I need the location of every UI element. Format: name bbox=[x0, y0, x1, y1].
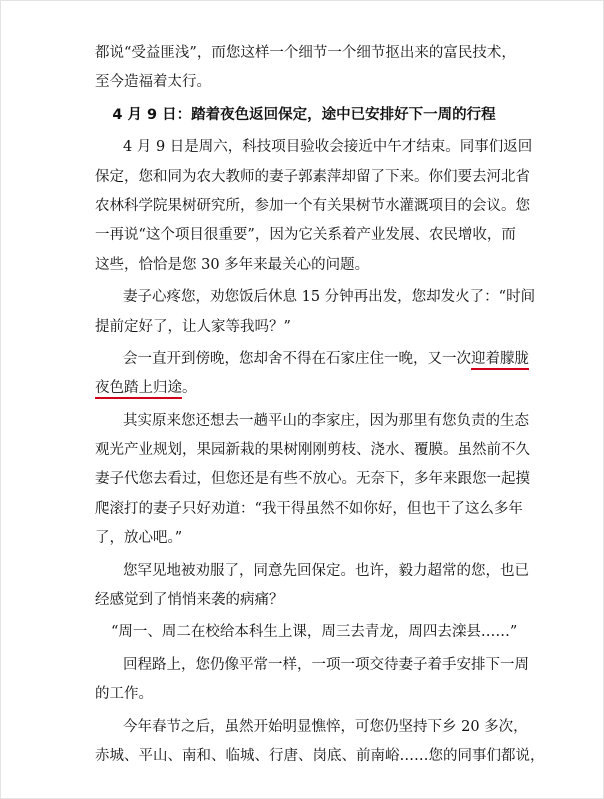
underlined-phrase: 夜色踏上归途 bbox=[95, 380, 182, 399]
text-line: 保定，您和同为农大教师的妻子郭素萍却留了下来。你们要去河北省 bbox=[95, 168, 530, 185]
text-line: 4 月 9 日是周六，科技项目验收会接近中午才结束。同事们返回 bbox=[123, 139, 533, 156]
text-line: 提前定好了，让人家等我吗？” bbox=[95, 318, 291, 335]
text-line: 都说“受益匪浅”，而您这样一个细节一个细节抠出来的富民技术， bbox=[95, 45, 516, 61]
text-segment: 会一直开到傍晚，您却舍不得在石家庄住一晚，又一次 bbox=[123, 350, 471, 367]
text-segment: 。 bbox=[182, 380, 197, 397]
text-line: 回程路上，您仍像平常一样，一项一项交待妻子着手安排下一周 bbox=[123, 656, 529, 673]
text-line: 妻子代您去看过，但您还是有些不放心。无奈下，多年来跟您一起摸 bbox=[95, 471, 530, 488]
text-line: 爬滚打的妻子只好劝道：“我干得虽然不如你好，但也干了这么多年 bbox=[95, 500, 523, 517]
text-line bbox=[95, 374, 513, 403]
text-line: 了，放心吧。” bbox=[95, 530, 183, 547]
text-line: 妻子心疼您，劝您饭后休息 15 分钟再出发，您却发火了：“时间 bbox=[123, 289, 536, 306]
text-line: 观光产业规划，果园新栽的果树刚刚剪枝、浇水、覆膜。虽然前不久 bbox=[95, 442, 530, 459]
text-line: 您罕见地被劝服了，同意先回保定。也许，毅力超常的您，也已 bbox=[123, 562, 529, 579]
section-heading: 4 月 9 日：踏着夜色返回保定，途中已安排好下一周的行程 bbox=[112, 106, 496, 123]
text-line: 今年春节之后，虽然开始明显憔悴，可您仍坚持下乡 20 多次， bbox=[123, 718, 528, 735]
text-line: 农林科学院果树研究所，参加一个有关果树节水灌溉项目的会议。您 bbox=[95, 197, 530, 214]
text-line: 这些，恰恰是您 30 多年来最关心的问题。 bbox=[95, 256, 370, 273]
text-line: 经感觉到了悄悄来袭的病痛？ bbox=[95, 592, 284, 609]
text-line: 一再说“这个项目很重要”，因为它关系着产业发展、农民增收，而 bbox=[95, 227, 516, 244]
text-line: 的工作。 bbox=[95, 686, 153, 703]
underlined-phrase: 迎着朦胧 bbox=[471, 351, 529, 370]
text-line: 其实原来您还想去一趟平山的李家庄，因为那里有您负责的生态 bbox=[123, 412, 529, 429]
quote-line: “周一、周二在校给本科生上课，周三去青龙，周四去滦县……” bbox=[111, 624, 518, 641]
text-line bbox=[95, 345, 529, 374]
text-line: 赤城、平山、南和、临城、行唐、岗底、前南峪……您的同事们都说， bbox=[95, 747, 545, 764]
article-body bbox=[95, 39, 545, 771]
text-line: 至今造福着太行。 bbox=[95, 74, 211, 91]
